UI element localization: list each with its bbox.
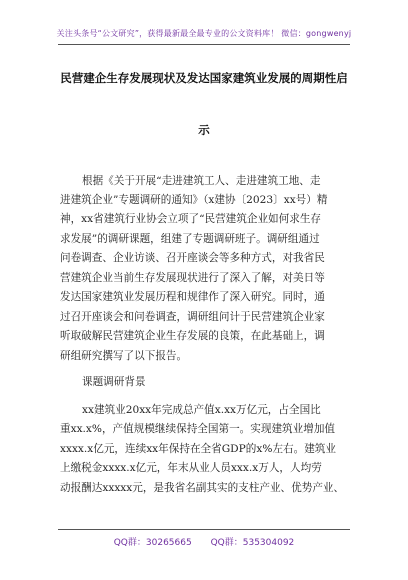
section-heading: 课题调研背景: [82, 376, 146, 388]
intro-line: 问卷调查、企业访谈、召开座谈会等多种方式，对我省民: [60, 252, 325, 264]
intro-line: 根据《关于开展“走进建筑工人、走进建筑工地、走: [82, 175, 321, 187]
header-divider: [58, 44, 350, 45]
footer-qq-group-2: QQ群：535304092: [210, 538, 295, 548]
section-line: xxxx.x亿元，连续xx年保持在全省GDP的x%左右。建筑业: [60, 443, 336, 455]
document-title-line-1: 民营建企生存发展现状及发达国家建筑业发展的周期性启: [60, 71, 348, 85]
intro-line: 进建筑企业”专题调研的通知》（x建协〔2023〕xx号）精: [60, 194, 328, 206]
intro-line: 过召开座谈会和问卷调查，调研组问计于民营建筑企业家: [60, 311, 325, 323]
section-line: 上缴税金xxxx.x亿元，年末从业人员xxx.x万人，人均劳: [60, 462, 322, 474]
intro-line: 发达国家建筑业发展历程和规律作了深入研究。同时，通: [60, 291, 325, 303]
section-line: 重xx.x%，产值规模继续保持全国第一。实现建筑业增加值: [60, 423, 336, 435]
document-title-line-2: 示: [198, 123, 210, 137]
intro-line: 神，xx省建筑行业协会立项了“民营建筑企业如何求生存: [60, 213, 322, 225]
intro-line: 研组研究撰写了以下报告。: [60, 350, 188, 362]
footer: [0, 535, 408, 548]
section-line: xx建筑业20xx年完成总产值x.xx万亿元，占全国比: [82, 404, 321, 416]
header-note: 关注头条号“公文研究”，获得最新最全最专业的公文资料库！ 微信：gongwenyj: [56, 29, 352, 38]
intro-line: 求发展”的调研课题，组建了专题调研班子。调研组通过: [60, 233, 320, 245]
intro-line: 听取破解民营建筑企业生存发展的良策，在此基础上，调: [60, 330, 325, 342]
intro-line: 营建筑企业当前生存发展现状进行了深入了解，对美日等: [60, 272, 325, 284]
footer-qq-group-1: QQ群：30265665: [113, 538, 192, 548]
footer-divider: [58, 529, 350, 530]
section-line: 动报酬达xxxxx元，是我省名副其实的支柱产业、优势产业、: [60, 482, 345, 494]
